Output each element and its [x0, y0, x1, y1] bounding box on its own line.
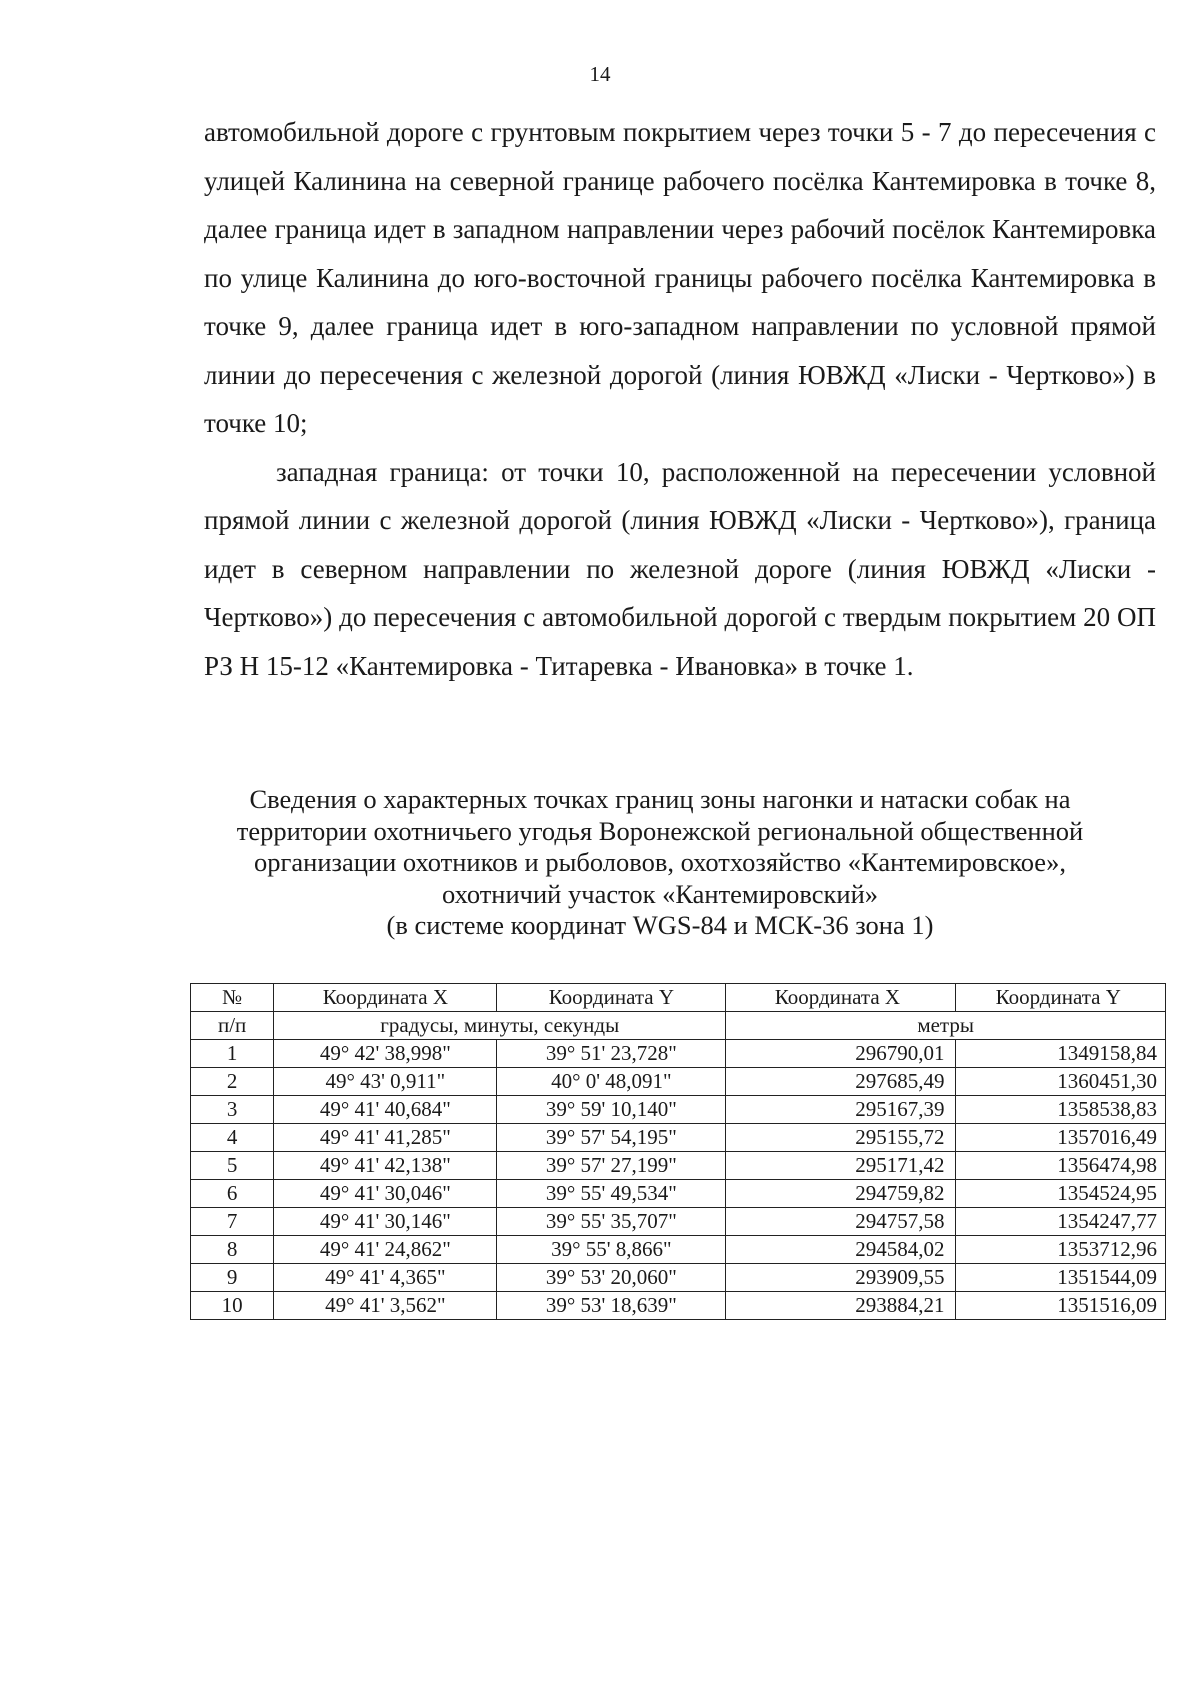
cell-number: 4 — [191, 1124, 274, 1152]
cell-meters-y: 1360451,30 — [955, 1068, 1165, 1096]
cell-number: 1 — [191, 1040, 274, 1068]
coordinates-table — [190, 983, 1166, 1320]
header-degrees-unit: градусы, минуты, секунды — [274, 1012, 726, 1040]
cell-degrees-y: 39° 55' 8,866" — [497, 1236, 726, 1264]
cell-number: 10 — [191, 1292, 274, 1320]
caption-line: Сведения о характерных точках границ зоны нагонки и натаски собак на — [249, 784, 1071, 814]
cell-meters-y: 1354524,95 — [955, 1180, 1165, 1208]
cell-number: 8 — [191, 1236, 274, 1264]
caption-line: территории охотничьего угодья Воронежской региональной общественной — [236, 815, 1084, 846]
table-row — [191, 1152, 1166, 1180]
table-caption — [180, 784, 1140, 942]
cell-degrees-y: 39° 55' 35,707" — [497, 1208, 726, 1236]
table-row — [191, 1124, 1166, 1152]
cell-number: 3 — [191, 1096, 274, 1124]
cell-degrees-y: 39° 53' 20,060" — [497, 1264, 726, 1292]
cell-number: 2 — [191, 1068, 274, 1096]
cell-meters-x: 295155,72 — [726, 1124, 955, 1152]
paragraph-eastern-boundary-continued: автомобильной дороге с грунтовым покрытием через точки 5 - 7 до пересечения с улицей Калинина на северной границе рабочего посёлка Кантемировка в точке 8, далее граница идет в западном направлении через рабочий посёлок Кантемировка по улице Калинина до юго-восточной границы рабочего посёлка Кантемировка в точке 9, далее граница идет в юго-западном направлении по условной прямой линии до пересечения с железной дорогой (линия ЮВЖД «Лиски - Чертково») в точке 10; — [204, 117, 1156, 438]
table-row — [191, 1068, 1166, 1096]
cell-meters-x: 293884,21 — [726, 1292, 955, 1320]
cell-degrees-x: 49° 41' 41,285" — [274, 1124, 497, 1152]
table-row — [191, 1292, 1166, 1320]
header-number: № — [191, 984, 274, 1012]
cell-meters-y: 1353712,96 — [955, 1236, 1165, 1264]
cell-degrees-x: 49° 41' 3,562" — [274, 1292, 497, 1320]
cell-meters-x: 294757,58 — [726, 1208, 955, 1236]
cell-degrees-x: 49° 43' 0,911" — [274, 1068, 497, 1096]
cell-meters-y: 1349158,84 — [955, 1040, 1165, 1068]
cell-meters-y: 1351544,09 — [955, 1264, 1165, 1292]
cell-meters-x: 295171,42 — [726, 1152, 955, 1180]
cell-degrees-x: 49° 41' 24,862" — [274, 1236, 497, 1264]
header-degrees-x: Координата X — [274, 984, 497, 1012]
table-row — [191, 1236, 1166, 1264]
caption-line: (в системе координат WGS-84 и МСК-36 зона 1) — [386, 910, 934, 940]
cell-meters-y: 1351516,09 — [955, 1292, 1165, 1320]
table-row — [191, 1180, 1166, 1208]
cell-degrees-x: 49° 41' 30,146" — [274, 1208, 497, 1236]
cell-number: 7 — [191, 1208, 274, 1236]
cell-degrees-x: 49° 41' 30,046" — [274, 1180, 497, 1208]
caption-line: охотничий участок «Кантемировский» — [442, 878, 878, 909]
cell-number: 6 — [191, 1180, 274, 1208]
header-meters-x: Координата X — [726, 984, 955, 1012]
cell-meters-x: 294584,02 — [726, 1236, 955, 1264]
table-row — [191, 1040, 1166, 1068]
cell-number: 5 — [191, 1152, 274, 1180]
page-number: 14 — [589, 62, 611, 86]
header-number-sub: п/п — [191, 1012, 274, 1040]
header-meters-y: Координата Y — [955, 984, 1165, 1012]
cell-meters-x: 296790,01 — [726, 1040, 955, 1068]
cell-degrees-y: 40° 0' 48,091" — [497, 1068, 726, 1096]
cell-meters-y: 1354247,77 — [955, 1208, 1165, 1236]
table-row — [191, 1208, 1166, 1236]
table-header-row — [191, 984, 1166, 1012]
cell-degrees-y: 39° 57' 27,199" — [497, 1152, 726, 1180]
cell-meters-y: 1358538,83 — [955, 1096, 1165, 1124]
cell-number: 9 — [191, 1264, 274, 1292]
paragraph-western-boundary: западная граница: от точки 10, расположенной на пересечении условной прямой линии с железной дорогой (линия ЮВЖД «Лиски - Чертково»), граница идет в северном направлении по железной дороге (линия ЮВЖД «Лиски - Чертково») до пересечения с автомобильной дорогой с твердым покрытием 20 ОП РЗ Н 15-12 «Кантемировка - Титаревка - Ивановка» в точке 1. — [204, 456, 1156, 681]
table-row — [191, 1264, 1166, 1292]
cell-degrees-x: 49° 41' 42,138" — [274, 1152, 497, 1180]
cell-degrees-y: 39° 57' 54,195" — [497, 1124, 726, 1152]
cell-meters-x: 297685,49 — [726, 1068, 955, 1096]
cell-meters-x: 295167,39 — [726, 1096, 955, 1124]
table-body — [191, 1040, 1166, 1320]
cell-meters-y: 1356474,98 — [955, 1152, 1165, 1180]
cell-degrees-x: 49° 42' 38,998" — [274, 1040, 497, 1068]
table-unit-row — [191, 1012, 1166, 1040]
document-body — [204, 108, 1156, 690]
cell-degrees-y: 39° 55' 49,534" — [497, 1180, 726, 1208]
cell-meters-x: 294759,82 — [726, 1180, 955, 1208]
table-row — [191, 1096, 1166, 1124]
cell-meters-x: 293909,55 — [726, 1264, 955, 1292]
header-degrees-y: Координата Y — [497, 984, 726, 1012]
header-meters-unit: метры — [726, 1012, 1166, 1040]
cell-degrees-y: 39° 53' 18,639" — [497, 1292, 726, 1320]
cell-degrees-y: 39° 59' 10,140" — [497, 1096, 726, 1124]
cell-degrees-x: 49° 41' 40,684" — [274, 1096, 497, 1124]
cell-meters-y: 1357016,49 — [955, 1124, 1165, 1152]
caption-line: организации охотников и рыболовов, охотхозяйство «Кантемировское», — [254, 847, 1066, 877]
cell-degrees-x: 49° 41' 4,365" — [274, 1264, 497, 1292]
cell-degrees-y: 39° 51' 23,728" — [497, 1040, 726, 1068]
